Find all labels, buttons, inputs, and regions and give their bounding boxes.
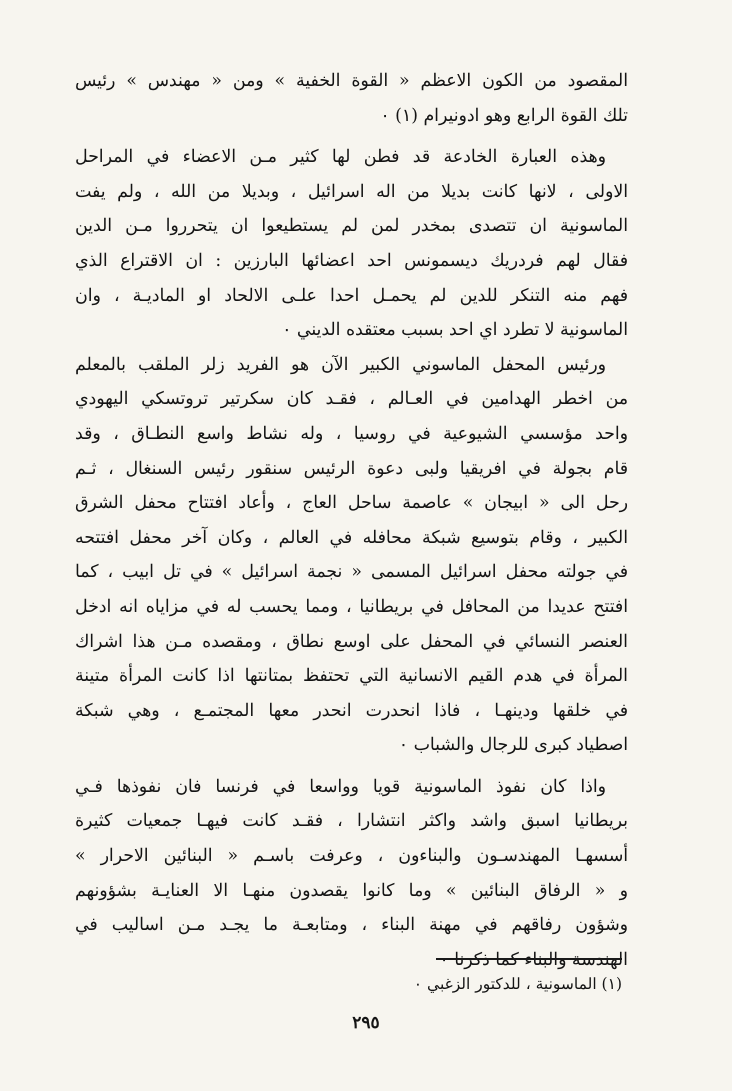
text-line: وشؤون رفاقهم في مهنة البناء ، ومتابعـة ما يجـد مـن اساليب في [75,915,628,936]
page-body [75,64,628,977]
text-line: الماسونية لا تطرد اي احد بسبب معتقده الديني ٠ [282,320,628,341]
text-line: رحل الى « ابيجان » عاصمة ساحل العاج ، وأعاد افتتاح محفل الشرق [75,493,628,514]
text-line: واذا كان نفوذ الماسونية قويا وواسعا في فرنسا فان نفوذها فـي [75,776,606,797]
text-line: فهم منه التنكر للدين لم يحمـل احدا علـى الالحاد او الماديـة ، وان [75,285,628,306]
text-line: المقصود من الكون الاعظم « القوة الخفية » ومن « مهندس » رئيس [75,71,628,91]
text-line: واحد مؤسسي الشيوعية في روسيا ، وله نشاط واسع النطـاق ، وقد [75,423,628,444]
text-line: تلك القوة الرابع وهو ادونيرام (١) ٠ [380,105,628,126]
paragraph-2 [75,140,628,348]
text-line: افتتح عديدا من المحافل في بريطانيا ، ومما يحسب له في مزاياه انه ادخل [75,596,628,617]
paragraph-3 [75,348,628,763]
text-line: ورئيس المحفل الماسوني الكبير الآن هو الفريد زلر الملقب بالمعلم [75,354,606,375]
text-line: الماسونية ان تتصدى بمخدر لمن لم يستطيعوا ان يتحرروا مـن الدين [75,216,628,237]
text-line: العنصر النسائي في المحفل على اوسع نطاق ، ومقصده مـن هذا اشراك [75,631,628,652]
paragraph-1 [75,64,628,133]
text-line: بريطانيا اسبق واشد واكثر انتشارا ، فقـد كانت فيهـا جمعيات كثيرة [75,811,628,832]
text-line: في خلقها ودينهـا ، فاذا انحدرت انحدر معها المجتمـع ، وهي شبكة [75,700,628,721]
page-number: ٢٩٥ [352,1013,380,1033]
text-line: أسسهـا المهندسـون والبناءون ، وعرفت باسـم « البنائين الاحرار » [75,846,628,867]
text-line: فقال لهم فردريك ديسمونس احد اعضائها البارزين : ان الاقتراع الذي [75,250,628,271]
text-line: المرأة في هدم القيم الانسانية التي تحتفظ بمتانتها اذا كانت المرأة متينة [75,666,628,687]
text-line: الاولى ، لانها كانت بديلا من اله اسرائيل ، وبديلا من الله ، ولم يفت [75,181,628,202]
text-line: الكبير ، وقام بتوسيع شبكة محافله في العالم ، وكان آخر محفل افتتحه [75,527,628,548]
text-line: قام بجولة في افريقيا ولبى دعوة الرئيس سنقور رئيس السنغال ، ثـم [75,458,628,479]
text-line: وهذه العبارة الخادعة قد فطن لها كثير مـن الاعضاء في المراحل [75,147,606,168]
footnote: (١) الماسونية ، للدكتور الزغبي ٠ [413,975,622,993]
text-line: الهندسة والبناء كما ذكرنا ٠ [439,949,628,970]
text-line: في جولته محفل اسرائيل المسمى « نجمة اسرائيل » في تل ابيب ، كما [75,562,628,583]
text-line: اصطياد كبرى للرجال والشباب ٠ [398,735,628,756]
footnote-separator [436,958,622,960]
paragraph-4 [75,770,628,978]
text-line: من اخطر الهدامين في العـالم ، فقـد كان سكرتير تروتسكي اليهودي [75,389,628,410]
text-line: و « الرفاق البنائين » وما كانوا يقصدون منهـا الا العنايـة بشؤونهم [75,880,628,901]
